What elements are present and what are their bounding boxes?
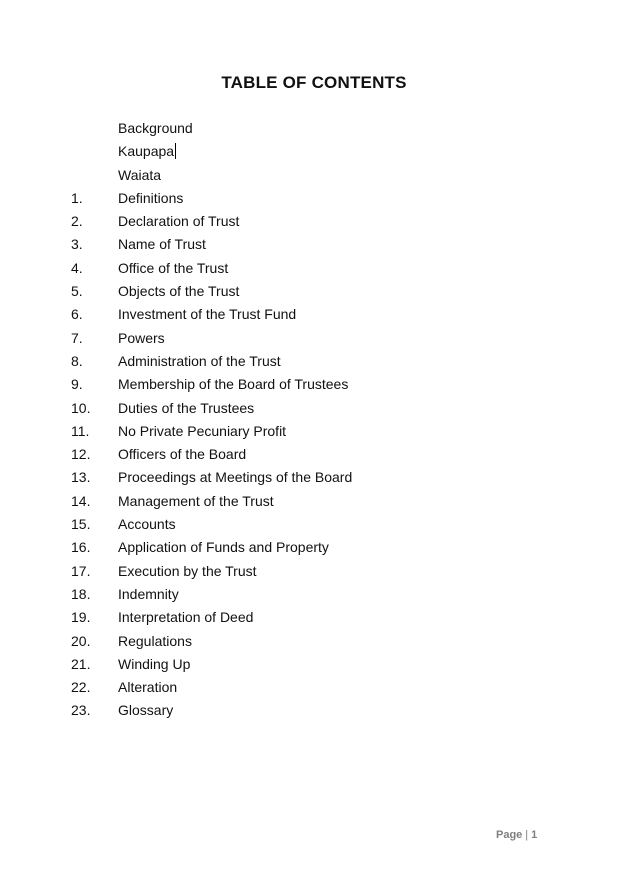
toc-entry-number: 6.: [71, 306, 83, 323]
toc-entry-label: Name of Trust: [118, 236, 206, 253]
toc-entry-number: 11.: [71, 422, 90, 439]
toc-entry-label: Administration of the Trust: [118, 352, 281, 369]
toc-entry-number: 13.: [71, 469, 91, 486]
toc-entry-number: 22.: [71, 679, 91, 696]
toc-entry-label: Objects of the Trust: [118, 283, 240, 300]
toc-entry[interactable]: [0, 466, 628, 489]
toc-entry[interactable]: [0, 233, 628, 256]
toc-entry-label: Management of the Trust: [118, 492, 274, 509]
toc-entry[interactable]: [0, 140, 628, 163]
toc-entry-number: 10.: [71, 399, 91, 416]
toc-entry-label: Definitions: [118, 189, 184, 206]
toc-entry-number: 12.: [71, 446, 91, 463]
toc-entry-label: Proceedings at Meetings of the Board: [118, 469, 353, 486]
toc-entry[interactable]: [0, 513, 628, 536]
toc-entry[interactable]: [0, 373, 628, 396]
toc-entry[interactable]: [0, 536, 628, 559]
toc-entry-label: Duties of the Trustees: [118, 399, 255, 416]
toc-entry-label: Glossary: [118, 702, 174, 719]
toc-entry[interactable]: [0, 257, 628, 280]
toc-entry-number: 5.: [71, 283, 83, 300]
toc-entry-number: 23.: [71, 702, 91, 719]
toc-entry-label: Officers of the Board: [118, 446, 247, 463]
toc-entry-label: Investment of the Trust Fund: [118, 306, 297, 323]
toc-entry-label: Powers: [118, 329, 165, 346]
toc-entry-label: No Private Pecuniary Profit: [118, 422, 287, 439]
toc-entry-label: Accounts: [118, 516, 176, 533]
toc-entry-label: Interpretation of Deed: [118, 609, 254, 626]
toc-entry[interactable]: [0, 676, 628, 699]
toc-entry-label: Application of Funds and Property: [118, 539, 329, 556]
toc-entry[interactable]: [0, 350, 628, 373]
toc-entry-number: 19.: [71, 609, 91, 626]
toc-entry[interactable]: [0, 210, 628, 233]
toc-entry-number: 16.: [71, 539, 91, 556]
toc-entry-label: Membership of the Board of Trustees: [118, 376, 349, 393]
toc-entry-number: 8.: [71, 352, 83, 369]
toc-entry-number: 20.: [71, 632, 91, 649]
toc-entry[interactable]: [0, 303, 628, 326]
toc-entry[interactable]: [0, 280, 628, 303]
toc-entry-number: 7.: [71, 329, 83, 346]
toc-entry-label: Declaration of Trust: [118, 213, 240, 230]
toc-entry-label: Alteration: [118, 679, 178, 696]
toc-entry[interactable]: [0, 490, 628, 513]
toc-entry-label: Regulations: [118, 632, 192, 649]
toc-entry[interactable]: [0, 653, 628, 676]
toc-entry-number: 3.: [71, 236, 83, 253]
toc-entry-number: 9.: [71, 376, 83, 393]
toc-entry[interactable]: [0, 164, 628, 187]
toc-entry-number: 15.: [71, 516, 91, 533]
toc-entry[interactable]: [0, 606, 628, 629]
toc-entry-number: 14.: [71, 492, 91, 509]
toc-entry-number: 18.: [71, 585, 91, 602]
toc-entry-label: Kaupapa: [118, 143, 175, 160]
toc-entry[interactable]: [0, 397, 628, 420]
toc-entry[interactable]: [0, 443, 628, 466]
toc-entry[interactable]: [0, 117, 628, 140]
toc-entry-number: 4.: [71, 259, 83, 276]
toc-entry[interactable]: [0, 560, 628, 583]
toc-entry[interactable]: [0, 630, 628, 653]
text-cursor: [175, 143, 176, 159]
page-label: Page: [496, 829, 523, 841]
toc-entry[interactable]: [0, 699, 628, 722]
toc-list: [0, 117, 628, 723]
page-footer: [496, 829, 537, 841]
toc-entry-number: 2.: [71, 213, 83, 230]
toc-title: TABLE OF CONTENTS: [221, 73, 407, 92]
toc-entry-label: Waiata: [118, 166, 162, 183]
toc-entry[interactable]: [0, 327, 628, 350]
toc-entry-label: Office of the Trust: [118, 259, 229, 276]
toc-entry-number: 1.: [71, 189, 83, 206]
toc-entry-label: Indemnity: [118, 585, 179, 602]
toc-entry-label: Winding Up: [118, 655, 191, 672]
toc-entry[interactable]: [0, 583, 628, 606]
page-separator: |: [525, 829, 529, 841]
toc-entry[interactable]: [0, 187, 628, 210]
page-number: 1: [531, 829, 538, 841]
toc-entry[interactable]: [0, 420, 628, 443]
toc-entry-number: 17.: [71, 562, 91, 579]
toc-entry-label: Execution by the Trust: [118, 562, 257, 579]
toc-entry-number: 21.: [71, 655, 91, 672]
toc-entry-label: Background: [118, 120, 193, 136]
